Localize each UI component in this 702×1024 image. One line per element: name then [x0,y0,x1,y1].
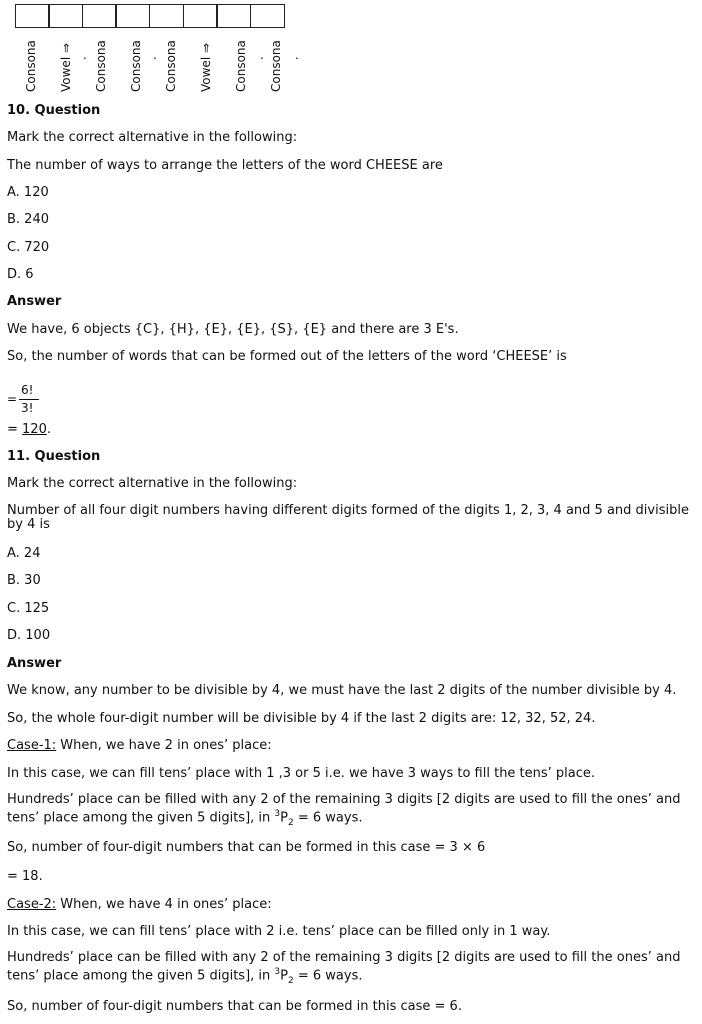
case1-line1: In this case, we can fill tens’ place with 1 ,3 or 5 i.e. we have 3 ways to fill the tens’ place. [7,766,596,781]
separator-dot: . [295,48,299,62]
result-prefix: = [7,422,23,437]
result-suffix: . [46,422,51,437]
q11-option-d: D. 100 [7,628,51,643]
q10-option-a: A. 120 [7,185,49,200]
case2-text: When, we have 4 in ones’ place: [56,897,272,912]
separator-dot: . [260,48,264,62]
q10-option-d: D. 6 [7,267,34,282]
case1-heading [7,738,272,753]
separator-dot: . [83,48,87,62]
arrangement-boxes [16,4,285,28]
box-3 [82,4,117,28]
case2-heading [7,897,272,912]
separator-dot: . [153,48,157,62]
case2-line2-text: Hundreds’ place can be filled with any 2 of the remaining 3 digits [2 digits are used to fill the ones’ and tens’ place among the given 5 digits], in [7,950,681,984]
case1-math: = 3 × 6 [434,840,486,855]
q11-heading: 11. Question [7,449,101,464]
case1-text: When, we have 2 in ones’ place: [56,738,272,753]
q11-option-a: A. 24 [7,546,41,561]
column-label: Consona [269,40,283,92]
q10-option-b: B. 240 [7,212,49,227]
q11-answer-heading: Answer [7,656,62,671]
case2-line3: So, number of four-digit numbers that can be formed in this case = 6. [7,999,462,1014]
q11-text: Number of all four digit numbers having different digits formed of the digits 1, 2, 3, 4 and 5 and divisible by 4 is [7,503,689,532]
q10-instruction: Mark the correct alternative in the following: [7,130,298,145]
case2-line1: In this case, we can fill tens’ place with 2 i.e. tens’ place can be filled only in 1 way. [7,924,551,939]
q11-instruction: Mark the correct alternative in the following: [7,476,298,491]
column-label: Vowel ⇒ [199,42,213,92]
perm-superscript: 3 [274,809,281,819]
q10-option-c: C. 720 [7,240,50,255]
case1-line3 [7,840,485,855]
q11-option-c: C. 125 [7,601,50,616]
case2-line2-end: = 6 ways. [293,968,363,984]
box-5 [149,4,184,28]
q11-line2: So, the whole four-digit number will be divisible by 4 if the last 2 digits are: 12, 32, 52, 24. [7,711,596,726]
perm-superscript: 3 [274,967,281,977]
fraction-denominator: 3! [21,401,34,415]
q11-line1: We know, any number to be divisible by 4, we must have the last 2 digits of the number divisible by 4. [7,683,677,698]
box-4 [115,4,150,28]
q10-heading: 10. Question [7,103,101,118]
case2-line2 [7,951,697,988]
case1-line2 [7,793,697,830]
q10-answer-line2: So, the number of words that can be formed out of the letters of the word ‘CHEESE’ is [7,349,567,364]
box-1 [15,4,50,28]
column-label: Consona [164,40,178,92]
column-label: Consona [24,40,38,92]
q10-fraction [7,385,37,415]
case1-line2-end: = 6 ways. [293,810,363,826]
box-2 [48,4,83,28]
column-label: Vowel ⇒ [59,42,73,92]
q11-option-b: B. 30 [7,573,41,588]
case1-line2-text: Hundreds’ place can be filled with any 2 of the remaining 3 digits [2 digits are used to fill the ones’ and tens’ place among the given 5 digits], in [7,792,681,826]
case1-label: Case-1: [7,738,57,753]
fraction-equals: = [7,392,18,406]
case2-label: Case-2: [7,897,57,912]
box-8 [250,4,285,28]
fraction-bar [19,399,39,400]
column-label: Consona [129,40,143,92]
perm-subscript: 2 [287,975,294,986]
case1-line3-text: So, number of four-digit numbers that can be formed in this case [7,840,435,855]
column-label: Consona [94,40,108,92]
box-7 [216,4,251,28]
fraction-numerator: 6! [21,383,34,397]
perm-symbol: P [280,968,288,984]
q10-answer-line1: We have, 6 objects {C}, {H}, {E}, {E}, {S}, {E} and there are 3 E's. [7,322,459,337]
column-label: Consona [234,40,248,92]
box-6 [183,4,218,28]
q10-result [7,422,51,437]
result-value: 120 [22,422,47,437]
perm-symbol: P [280,810,288,826]
q10-text: The number of ways to arrange the letters of the word CHEESE are [7,158,443,173]
case1-line4: = 18. [7,869,43,884]
perm-subscript: 2 [287,817,294,828]
q10-answer-heading: Answer [7,294,62,309]
arrangement-labels [16,28,316,98]
